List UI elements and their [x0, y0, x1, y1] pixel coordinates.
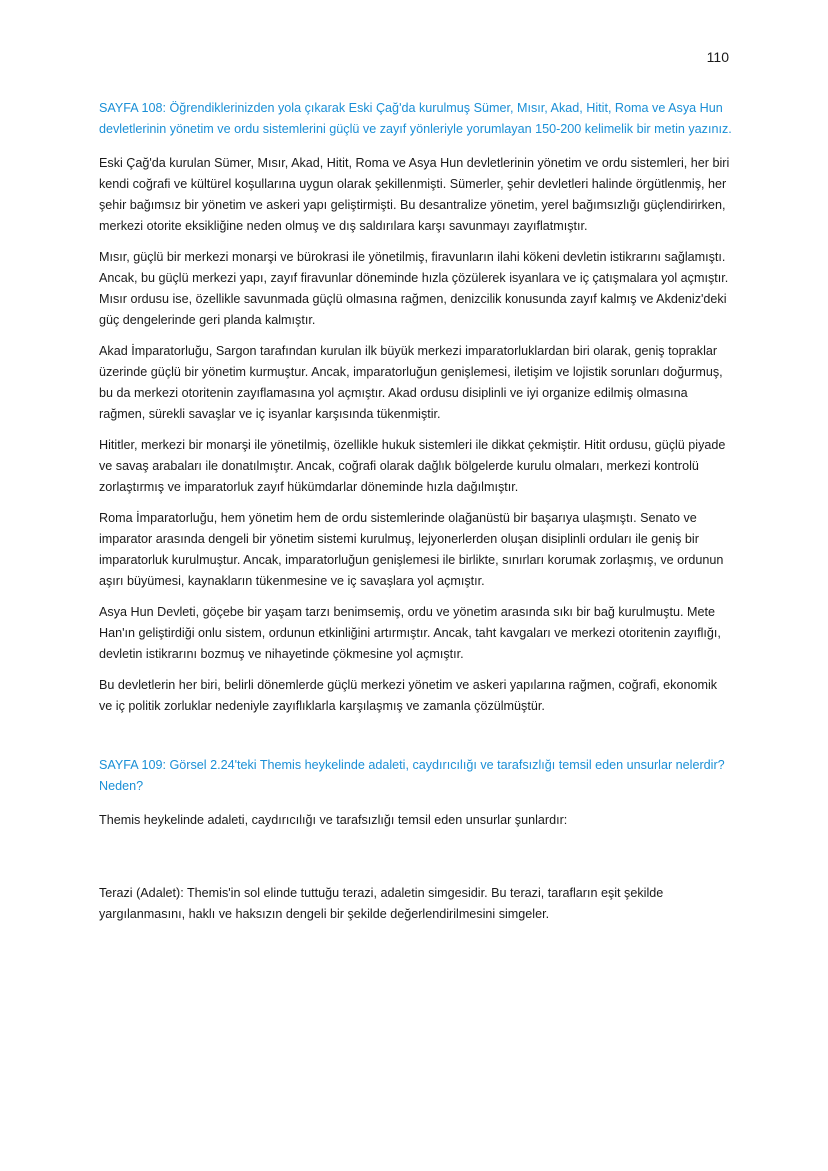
answer-paragraph: Akad İmparatorluğu, Sargon tarafından kurulan ilk büyük merkezi imparatorluklardan biri olarak, geniş topraklar üzerinde güçlü bir yönetim kurmuştur. Ancak, imparatorluğun genişlemesi, iletişim ve lojistik sorunları doğurmuş, bu da merkezi otoritenin zayıflamasına yol açmıştır. Akad ordusu disiplinli ve iyi organize edilmiş olmasına rağmen, sürekli savaşlar ve iç isyanlar karşısında tükenmiştir. [99, 344, 723, 421]
section-sayfa-108 [99, 98, 733, 717]
answer-paragraph: Bu devletlerin her biri, belirli dönemlerde güçlü merkezi yönetim ve askeri yapılarına rağmen, coğrafi, ekonomik ve iç politik zorluklar nedeniyle zayıflıklarla karşılaşmış ve zamanla çözülmüştür. [99, 678, 718, 713]
page-number: 110 [706, 49, 729, 65]
answer-item: Terazi (Adalet): Themis'in sol elinde tuttuğu terazi, adaletin simgesidir. Bu terazi, tarafların eşit şekilde yargılanmasını, haklı ve haksızın dengeli bir şekilde değerlendirilmesini simgeler. [99, 886, 664, 921]
answer-paragraph: Hititler, merkezi bir monarşi ile yönetilmiş, özellikle hukuk sistemleri ile dikkat çekmiştir. Hitit ordusu, güçlü piyade ve savaş arabaları ile donatılmıştır. Ancak, coğrafi olarak dağlık bölgelerde kurulu olmaları, merkezi kontrolü zorlaştırmış ve imparatorluk zayıf hükümdarlar döneminde hızla dağılmıştır. [99, 438, 726, 494]
answer-paragraph: Eski Çağ'da kurulan Sümer, Mısır, Akad, Hitit, Roma ve Asya Hun devletlerinin yönetim ve ordu sistemleri, her biri kendi coğrafi ve kültürel koşullarına uygun olarak şekillenmişti. Sümerler, şehir devletleri halinde örgütlenmiş, her şehir bağımsız bir yönetim ve askeri yapı geliştirmişti. Bu desantralize yönetim, yerel bağımsızlığı güçlendirirken, merkezi otorite eksikliğine neden olmuş ve dış saldırılara karşı savunmayı zayıflatmıştır. [99, 156, 730, 233]
answer-intro: Themis heykelinde adaleti, caydırıcılığı ve tarafsızlığı temsil eden unsurlar şunlardır: [99, 813, 568, 827]
answer-paragraph: Mısır, güçlü bir merkezi monarşi ve bürokrasi ile yönetilmiş, firavunların ilahi kökeni devletin istikrarını sağlamıştı. Ancak, bu güçlü merkezi yapı, zayıf firavunlar döneminde hızla çözülerek isyanlara ve iç çatışmalara yol açmıştır. Mısır ordusu ise, özellikle savunmada güçlü olmasına rağmen, denizcilik konusunda zayıf kalmış ve Akdeniz'deki güç dengelerinde geri planda kalmıştır. [99, 250, 729, 327]
answer-paragraph: Roma İmparatorluğu, hem yönetim hem de ordu sistemlerinde olağanüstü bir başarıya ulaşmıştı. Senato ve imparator arasında dengeli bir yönetim sistemi kurulmuş, lejyonerlerden oluşan disiplinli orduları ile geniş bir imparatorluk kurulmuştur. Ancak, imparatorluğun genişlemesi ile birlikte, sınırları korumak zorlaşmış, ve ordunun aşırı büyümesi, kaynakların tükenmesine ve iç savaşlara yol açmıştır. [99, 511, 724, 588]
document-body [99, 98, 733, 925]
question-prompt: SAYFA 109: Görsel 2.24'teki Themis heykelinde adaleti, caydırıcılığı ve tarafsızlığı temsil eden unsurlar nelerdir? Neden? [99, 758, 725, 793]
question-prompt: SAYFA 108: Öğrendiklerinizden yola çıkarak Eski Çağ'da kurulmuş Sümer, Mısır, Akad, Hitit, Roma ve Asya Hun devletlerinin yönetim ve ordu sistemlerini güçlü ve zayıf yönleriyle yorumlayan 150-200 kelimelik bir metin yazınız. [99, 101, 732, 136]
section-sayfa-109 [99, 755, 733, 925]
answer-paragraph: Asya Hun Devleti, göçebe bir yaşam tarzı benimsemiş, ordu ve yönetim arasında sıkı bir bağ kurulmuştu. Mete Han'ın geliştirdiği onlu sistem, ordunun etkinliğini artırmıştır. Ancak, taht kavgaları ve merkezi otoritenin zayıflığı, devletin istikrarını bozmuş ve nihayetinde çökmesine yol açmıştır. [99, 605, 721, 661]
